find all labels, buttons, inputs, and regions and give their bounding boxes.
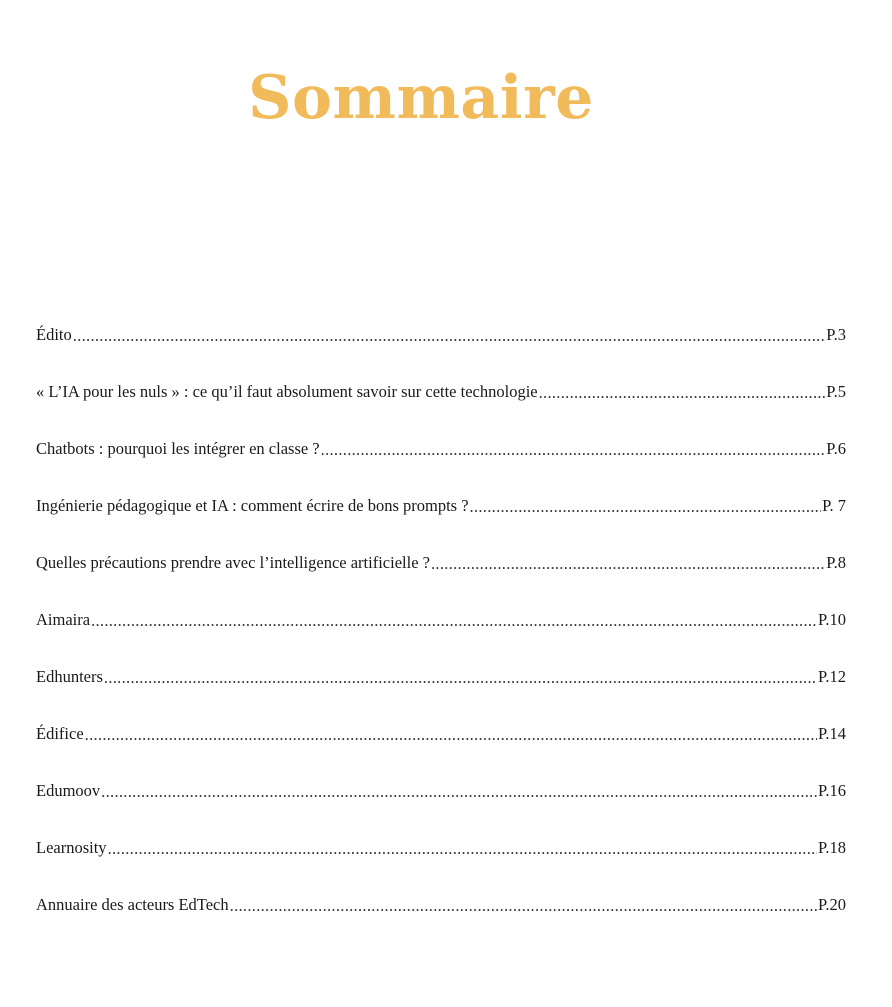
toc-entry-page: P.18 xyxy=(818,837,846,857)
toc-entry-label: Edhunters xyxy=(36,666,103,686)
toc-entry-label: Édifice xyxy=(36,723,84,743)
toc-entry-learnosity[interactable] xyxy=(36,819,846,876)
toc-entry-page: P. 7 xyxy=(822,495,846,515)
dot-leader xyxy=(539,383,826,403)
dot-leader xyxy=(104,668,817,688)
toc-entry-label: Annuaire des acteurs EdTech xyxy=(36,894,229,914)
dot-leader xyxy=(73,326,826,346)
toc-entry-label: Ingénierie pédagogique et IA : comment écrire de bons prompts ? xyxy=(36,495,469,515)
toc-entry-edifice[interactable] xyxy=(36,705,846,762)
toc-entry-ia-pour-les-nuls[interactable] xyxy=(36,363,846,420)
dot-leader xyxy=(101,782,817,802)
toc-entry-page: P.14 xyxy=(818,723,846,743)
toc-entry-edumoov[interactable] xyxy=(36,762,846,819)
toc-entry-page: P.16 xyxy=(818,780,846,800)
toc-entry-label: « L’IA pour les nuls » : ce qu’il faut absolument savoir sur cette technologie xyxy=(36,381,538,401)
toc-entry-page: P.5 xyxy=(826,381,846,401)
toc-entry-edhunters[interactable] xyxy=(36,648,846,705)
table-of-contents xyxy=(36,306,846,933)
toc-entry-page: P.10 xyxy=(818,609,846,629)
toc-entry-label: Aimaira xyxy=(36,609,91,629)
dot-leader xyxy=(470,497,822,517)
dot-leader xyxy=(230,896,817,916)
toc-entry-page: P.12 xyxy=(818,666,846,686)
dot-leader xyxy=(321,440,826,460)
dot-leader xyxy=(91,611,817,631)
dot-leader xyxy=(108,839,817,859)
toc-entry-edito[interactable] xyxy=(36,306,846,363)
page-title: Sommaire xyxy=(248,63,594,134)
toc-entry-page: P.20 xyxy=(818,894,846,914)
toc-entry-page: P.3 xyxy=(826,324,846,344)
toc-entry-label: Édito xyxy=(36,324,72,344)
dot-leader xyxy=(85,725,817,745)
toc-entry-annuaire[interactable] xyxy=(36,876,846,933)
toc-entry-ingenierie-pedagogique[interactable] xyxy=(36,477,846,534)
toc-entry-page: P.6 xyxy=(826,438,846,458)
toc-entry-label: Chatbots : pourquoi les intégrer en classe ? xyxy=(36,438,320,458)
toc-entry-precautions[interactable] xyxy=(36,534,846,591)
dot-leader xyxy=(431,554,825,574)
toc-entry-label: Learnosity xyxy=(36,837,107,857)
toc-entry-aimaira[interactable] xyxy=(36,591,846,648)
toc-entry-label: Quelles précautions prendre avec l’intelligence artificielle ? xyxy=(36,552,430,572)
toc-entry-label: Edumoov xyxy=(36,780,101,800)
toc-entry-page: P.8 xyxy=(826,552,846,572)
toc-entry-chatbots[interactable] xyxy=(36,420,846,477)
